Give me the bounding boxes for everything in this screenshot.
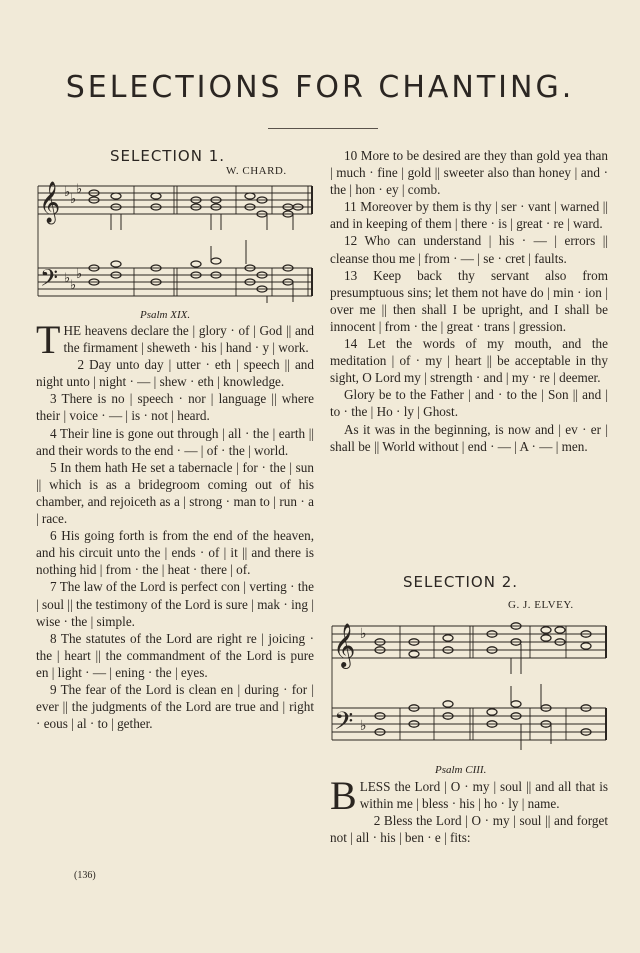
svg-text:♭: ♭ [70,278,77,293]
verse-14: 14 Let the words of my mouth, and the meditation | of · my | heart || be acceptable in thy sight, O Lord my | strength · and | my · re | deemer. [330,336,608,386]
verse-3: 3 There is no | speech · nor | language || where their | voice · — | is · not | heard. [36,391,314,424]
verse-10: 10 More to be desired are they than gold yea than | much · fine | gold || sweeter also than honey | and · the | hon · ey | comb. [330,148,608,198]
svg-text:𝄞: 𝄞 [333,623,356,667]
selection-2-verse-1: BLESS the Lord | O · my | soul || and all that is within me | bless · his | ho · ly | name. [330,773,608,818]
selection-1-music-score [36,178,314,303]
verse-5: 5 In them hath He set a tabernacle | for · the | sun || which is as a bridegroom coming out of his chamber, and rejoiceth as a | strong · man to | run · a | race. [36,459,314,527]
svg-text:♭: ♭ [360,718,367,734]
selection-1-composer: W. CHARD. [226,165,287,177]
verse-8: 8 The statutes of the Lord are right re | joicing · the | heart || the commandment of the Lord is pure en | light · — | ening · the | eyes. [36,630,314,680]
svg-text:𝄞: 𝄞 [39,182,61,223]
selection-2-verse-2: 2 Bless the Lord | O · my | soul || and forget not | all · his | ben · e | fits: [330,813,608,846]
dropcap-b: B [330,773,357,818]
selection-2-composer: G. J. ELVEY. [508,599,574,611]
page-number: (136) [74,870,96,881]
verse-1: THE heavens declare the | glory · of | God || and the firmament | sheweth · his | hand · y | work. [36,317,314,362]
verse-7: 7 The law of the Lord is perfect con | verting · the | soul || the testimony of the Lord is sure | mak · ing | wise · the | simple. [36,579,314,629]
page-title: SELECTIONS FOR CHANTING. [65,70,575,105]
title-rule [268,128,378,129]
svg-text:♭: ♭ [76,267,83,282]
selection-2-psalm-label: Psalm CIII. [435,764,487,776]
verse-13: 13 Keep back thy servant also from presumptuous sins; let them not have do | min · ion | over me || then shall I be upright, and I shall be innocent | from · the | great · trans | gression. [330,267,608,334]
verse-9: 9 The fear of the Lord is clean en | during · for | ever || the judgments of the Lord are true and | right · eous | al · to | gether. [36,681,314,732]
verse-2: 2 Day unto day | utter · eth | speech || and night unto | night · — | shew · eth | knowledge. [36,357,314,390]
verse-6: 6 His going forth is from the end of the heaven, and his circuit unto the | ends · of | it || and there is nothing hid | from · the | heat · there | of. [36,528,314,578]
selection-2-music-score [330,614,608,754]
svg-text:𝄢: 𝄢 [334,707,354,742]
left-column-text [36,317,314,732]
gloria-2: As it was in the beginning, is now and | ev · er | shall be || World without | end · — | A · — | men. [330,421,608,454]
selection-1-heading: SELECTION 1. [110,147,226,165]
selection-2-heading: SELECTION 2. [403,573,519,591]
selection-1-psalm-label: Psalm XIX. [140,309,191,321]
right-column-text [330,147,608,455]
verse-12: 12 Who can understand | his · — | errors || cleanse thou me | from · — | se · cret | faults. [330,233,608,266]
svg-text:♭: ♭ [360,626,367,642]
selection-2-text [330,773,608,846]
gloria-1: Glory be to the Father | and · to the | Son || and | to · the | Ho · ly | Ghost. [330,387,608,420]
svg-text:♭: ♭ [76,182,83,197]
svg-text:♭: ♭ [70,192,77,207]
verse-4: 4 Their line is gone out through | all · the | earth || and their words to the end · — | of · the | world. [36,425,314,458]
svg-text:𝄢: 𝄢 [40,264,59,297]
svg-text:♭: ♭ [64,271,71,286]
verse-11: 11 Moreover by them is thy | ser · vant | warned || and in keeping of them | there · is | great · re | ward. [330,199,608,232]
dropcap-t: T [36,317,61,362]
svg-text:♭: ♭ [64,185,71,200]
